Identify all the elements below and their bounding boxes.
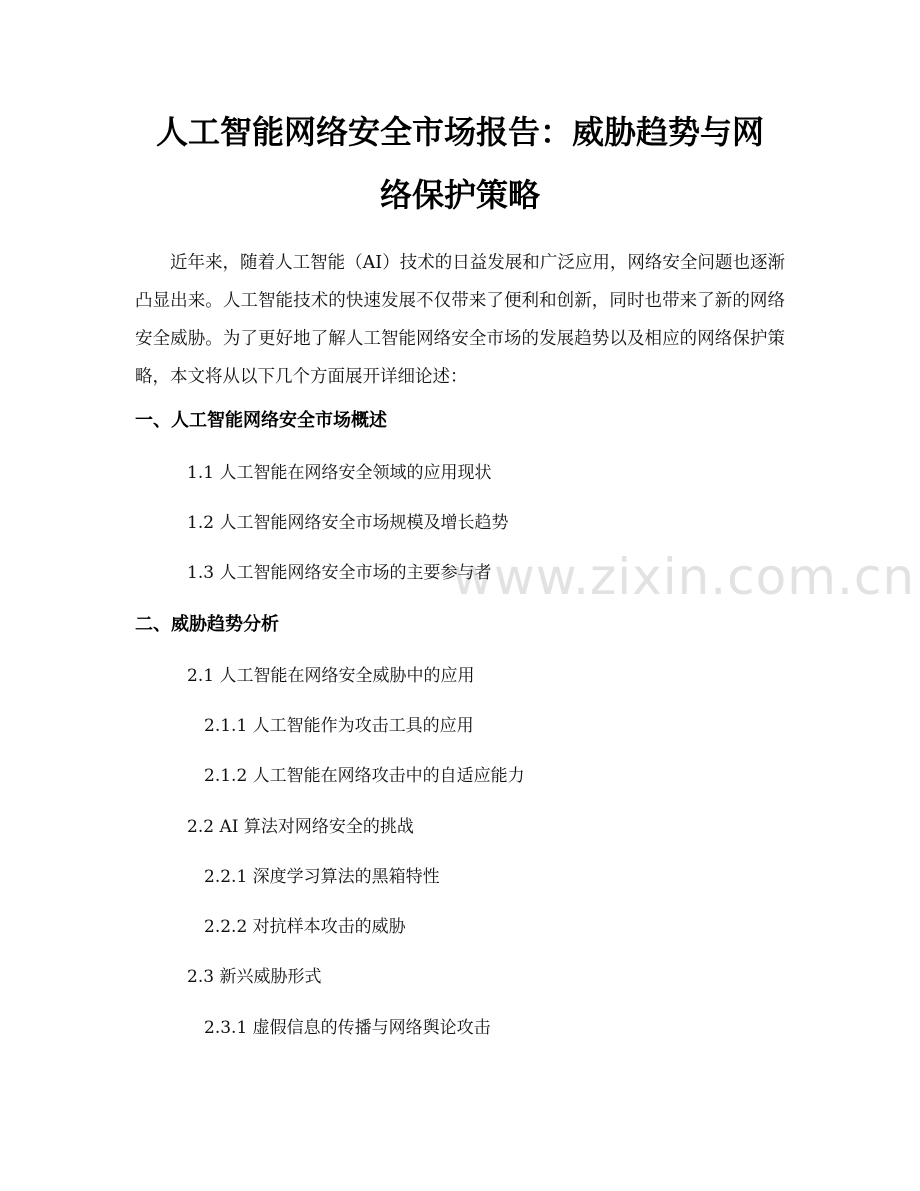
toc-item-2-2: 2.2 AI 算法对网络安全的挑战 (187, 817, 414, 837)
toc-item-2-2-2: 2.2.2 对抗样本攻击的威胁 (204, 917, 406, 937)
section-2-heading: 二、威胁趋势分析 (135, 614, 279, 635)
toc-item-1-3: 1.3 人工智能网络安全市场的主要参与者 (187, 563, 492, 583)
toc-item-2-2-1: 2.2.1 深度学习算法的黑箱特性 (204, 867, 440, 887)
section-1-heading: 一、人工智能网络安全市场概述 (135, 410, 387, 431)
toc-item-2-1: 2.1 人工智能在网络安全威胁中的应用 (187, 666, 475, 686)
watermark: www.zixin.com.cn (452, 548, 916, 606)
toc-item-2-1-1: 2.1.1 人工智能作为攻击工具的应用 (204, 716, 474, 736)
toc-item-2-3: 2.3 新兴威胁形式 (187, 967, 322, 987)
document-title-line-1: 人工智能网络安全市场报告：威胁趋势与网 (155, 113, 764, 151)
toc-item-1-1: 1.1 人工智能在网络安全领域的应用现状 (187, 463, 492, 483)
toc-item-2-3-1: 2.3.1 虚假信息的传播与网络舆论攻击 (204, 1018, 491, 1038)
document-title-line-2: 络保护策略 (379, 176, 540, 214)
intro-paragraph: 近年来，随着人工智能（AI）技术的日益发展和广泛应用，网络安全问题也逐渐凸显出来。人工智能技术的快速发展不仅带来了便利和创新，同时也带来了新的网络安全威胁。为了更好地了解人工智能网络安全市场的发展趋势以及相应的网络保护策略，本文将从以下几个方面展开详细论述： (135, 253, 785, 387)
toc-item-1-2: 1.2 人工智能网络安全市场规模及增长趋势 (187, 513, 509, 533)
toc-item-2-1-2: 2.1.2 人工智能在网络攻击中的自适应能力 (204, 766, 525, 786)
